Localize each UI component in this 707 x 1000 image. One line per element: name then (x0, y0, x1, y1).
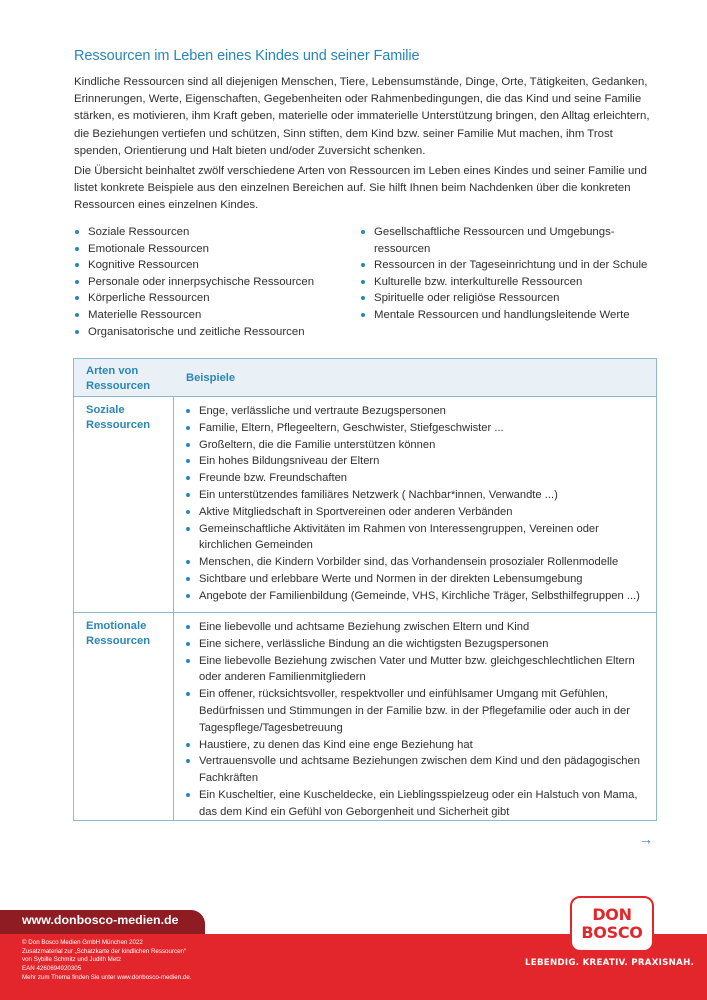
example-item: Enge, verlässliche und vertraute Bezugspersonen (186, 403, 648, 420)
example-item: Ein offener, rücksichtsvoller, respektvoller und einfühlsamer Umgang mit Gefühlen, Bedürfnissen und Stimmungen in der Familie bzw. in der Pflegefamilie oder auch in der Tagespflege/Tagesbetreuung (186, 686, 648, 736)
example-item: Aktive Mitgliedschaft in Sportvereinen oder anderen Verbänden (186, 504, 648, 521)
overview-paragraph: Die Übersicht beinhaltet zwölf verschiedene Arten von Ressourcen im Leben eines Kindes und seiner Familie und listet konkrete Beispiele aus den einzelnen Bereichen auf. Sie hilft Ihnen beim Nachdenken über die konkreten Ressourcen eines einzelnen Kindes. (74, 165, 648, 212)
example-item: Eine sichere, verlässliche Bindung an die wichtigsten Bezugspersonen (186, 636, 648, 653)
category-item: Gesellschaftliche Ressourcen und Umgebungsressourcen (360, 224, 660, 257)
example-item: Familie, Eltern, Pflegeeltern, Geschwister, Stiefgeschwister ... (186, 420, 648, 437)
legal-line: Mehr zum Thema finden Sie unter www.donbosco-medien.de. (22, 973, 192, 981)
category-item: Materielle Ressourcen (74, 307, 344, 324)
footer-website-link[interactable]: www.donbosco-medien.de (22, 913, 179, 927)
footer-slogan: LEBENDIG. KREATIV. PRAXISNAH. (525, 958, 695, 968)
example-item: Haustiere, zu denen das Kind eine enge Beziehung hat (186, 737, 648, 754)
example-item: Freunde bzw. Freundschaften (186, 470, 648, 487)
next-page-arrow-icon[interactable]: → (639, 831, 653, 847)
page-title: Ressourcen im Leben eines Kindes und seiner Familie (74, 48, 420, 64)
header-examples: Beispiele (186, 372, 236, 384)
header-resource-type: Arten von Ressourcen (86, 365, 151, 392)
examples-list (186, 403, 648, 605)
logo-text-line1: DON (592, 905, 632, 924)
category-item: Kulturelle bzw. interkulturelle Ressourcen (360, 274, 660, 291)
example-item: Ein unterstützendes familiäres Netzwerk ( Nachbar*innen, Verwandte ...) (186, 487, 648, 504)
footer-legal-text (22, 939, 322, 983)
category-item: Organisatorische und zeitliche Ressourcen (74, 324, 344, 341)
don-bosco-logo (570, 896, 654, 952)
legal-line: von Sybille Schmitz und Judith Metz (22, 956, 122, 964)
table-row-social (74, 397, 656, 613)
category-item: Soziale Ressourcen (74, 224, 344, 241)
category-item: Körperliche Ressourcen (74, 290, 344, 307)
example-item: Ein hohes Bildungsniveau der Eltern (186, 453, 648, 470)
resources-table (73, 358, 657, 821)
example-item: Eine liebevolle Beziehung zwischen Vater und Mutter bzw. gleichgeschlechtlichen Eltern oder anderen Familienmitgliedern (186, 653, 648, 687)
category-item: Emotionale Ressourcen (74, 241, 344, 258)
logo-text-line2: BOSCO (581, 923, 643, 942)
category-item: Mentale Ressourcen und handlungsleitende Werte (360, 307, 660, 324)
table-header (74, 359, 656, 397)
example-item: Ein Kuscheltier, eine Kuscheldecke, ein Lieblingsspielzeug oder ein Halstuch von Mama, das dem Kind ein Gefühl von Geborgenheit und Sicherheit gibt (186, 787, 648, 821)
legal-line: © Don Bosco Medien GmbH München 2022 (22, 939, 143, 946)
category-item: Ressourcen in der Tageseinrichtung und in der Schule (360, 257, 660, 274)
row-label: Emotionale Ressourcen (86, 620, 151, 647)
legal-line: Zusatzmaterial zur „Schatzkarte der kindlichen Ressourcen“ (22, 947, 187, 955)
example-item: Großeltern, die die Familie unterstützen können (186, 437, 648, 454)
category-item: Kognitive Ressourcen (74, 257, 344, 274)
table-row-emotional (74, 613, 656, 820)
example-item: Sichtbare und erlebbare Werte und Normen in der direkten Lebensumgebung (186, 571, 648, 588)
example-item: Menschen, die Kindern Vorbilder sind, das Vorhandensein prosozialer Rollenmodelle (186, 554, 648, 571)
example-item: Vertrauensvolle und achtsame Beziehungen zwischen dem Kind und den pädagogischen Fachkräften (186, 753, 648, 787)
row-label: Soziale Ressourcen (86, 404, 151, 431)
examples-list (186, 619, 648, 821)
example-item: Angebote der Familienbildung (Gemeinde, VHS, Kirchliche Träger, Selbsthilfegruppen ...) (186, 588, 648, 605)
category-item: Spirituelle oder religiöse Ressourcen (360, 290, 660, 307)
example-item: Eine liebevolle und achtsame Beziehung zwischen Eltern und Kind (186, 619, 648, 636)
intro-paragraph: Kindliche Ressourcen sind all diejenigen Menschen, Tiere, Lebensumstände, Dinge, Orte, Tätigkeiten, Gedanken, Erinnerungen, Werte, Eigenschaften, Gegebenheiten oder Rahmenbedingungen, die das Kind und seine Familie stärken, es motivieren, ihm Kraft geben, materielle oder immaterielle Unterstützung bringen, den Alltag erleichtern, die Beziehungen vertiefen und schützen, Sinn stiften, dem Kind bzw. seiner Familie Mut machen, ihm Trost spenden, Orientierung und Halt bieten und/oder Zuversicht schenken. (74, 76, 650, 157)
example-item: Gemeinschaftliche Aktivitäten im Rahmen von Interessengruppen, Vereinen oder kirchlichen Gemeinden (186, 521, 648, 555)
resource-categories-right (360, 224, 660, 324)
category-item: Personale oder innerpsychische Ressourcen (74, 274, 344, 291)
resource-categories-left (74, 224, 344, 340)
legal-line: EAN 4260694920305 (22, 965, 82, 973)
